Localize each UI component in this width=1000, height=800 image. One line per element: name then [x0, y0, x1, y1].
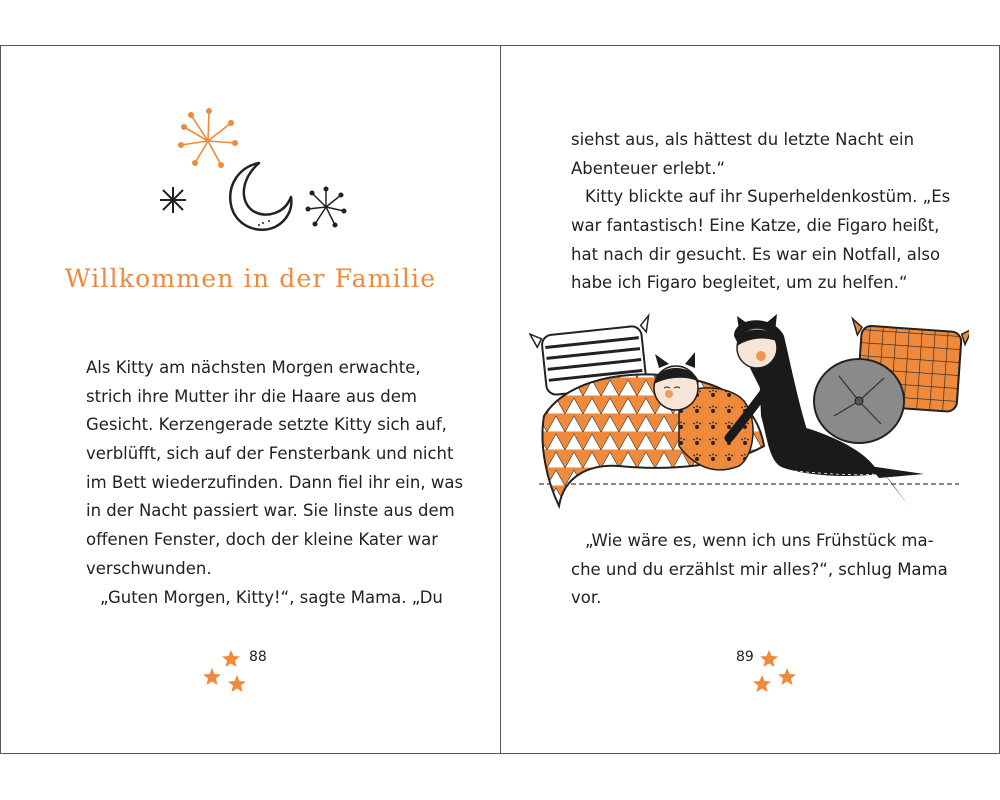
text-line: „Guten Morgen, Kitty!“, sagte Mama. „Du	[100, 587, 443, 607]
star-icon	[203, 668, 221, 685]
right-page	[501, 46, 999, 753]
text-line: Abenteuer erlebt.“	[571, 158, 726, 178]
crescent-moon-icon	[230, 163, 291, 230]
page-number-stars-right	[747, 646, 807, 706]
mother-waking-girl-illustration	[529, 306, 969, 516]
left-page	[1, 46, 500, 753]
chapter-title: Willkommen in der Familie	[64, 264, 437, 293]
text-line: offenen Fenster, doch der kleine Kater war	[86, 530, 439, 550]
star-icon	[760, 650, 778, 667]
page-number: 88	[249, 649, 267, 665]
text-line: in der Nacht passiert war. Sie linste aus dem	[86, 501, 455, 521]
asterisk-star-icon	[160, 187, 186, 213]
night-sky-decoration	[151, 101, 361, 251]
round-cushion	[814, 359, 904, 443]
right-page-paragraph-top	[571, 126, 950, 298]
right-page-paragraph-bottom	[571, 527, 948, 613]
book-spread	[0, 45, 1000, 754]
text-line: verblüfft, sich auf der Fensterbank und nicht	[86, 444, 454, 464]
star-icon	[228, 675, 246, 692]
left-page-paragraph	[86, 354, 463, 612]
text-line: Kitty blickte auf ihr Superheldenkostüm. „Es	[585, 187, 951, 207]
text-line: im Bett wiederzufinden. Dann fiel ihr ein, was	[86, 472, 464, 492]
text-line: verschwunden.	[86, 558, 212, 578]
text-line: Gesicht. Kerzengerade setzte Kitty sich auf,	[86, 415, 447, 435]
star-icon	[753, 675, 771, 692]
page-number-stars-left	[196, 646, 256, 706]
page-number: 89	[736, 649, 754, 665]
starburst-icon	[179, 109, 237, 167]
text-line: „Wie wäre es, wenn ich uns Frühstück ma-	[585, 531, 934, 550]
small-starburst-icon	[306, 187, 346, 227]
text-line: strich ihre Mutter ihr die Haare aus dem	[86, 386, 417, 406]
text-line: vor.	[571, 588, 602, 608]
text-line: siehst aus, als hättest du letzte Nacht ein	[571, 130, 915, 149]
text-line: Als Kitty am nächsten Morgen erwachte,	[86, 358, 421, 377]
star-icon	[778, 668, 796, 685]
text-line: habe ich Figaro begleitet, um zu helfen.“	[571, 273, 908, 293]
star-icon	[222, 650, 240, 667]
text-line: war fantastisch! Eine Katze, die Figaro heißt,	[571, 216, 940, 236]
text-line: hat nach dir gesucht. Es war ein Notfall, also	[571, 244, 941, 264]
text-line: che und du erzählst mir alles?“, schlug Mama	[571, 559, 948, 579]
